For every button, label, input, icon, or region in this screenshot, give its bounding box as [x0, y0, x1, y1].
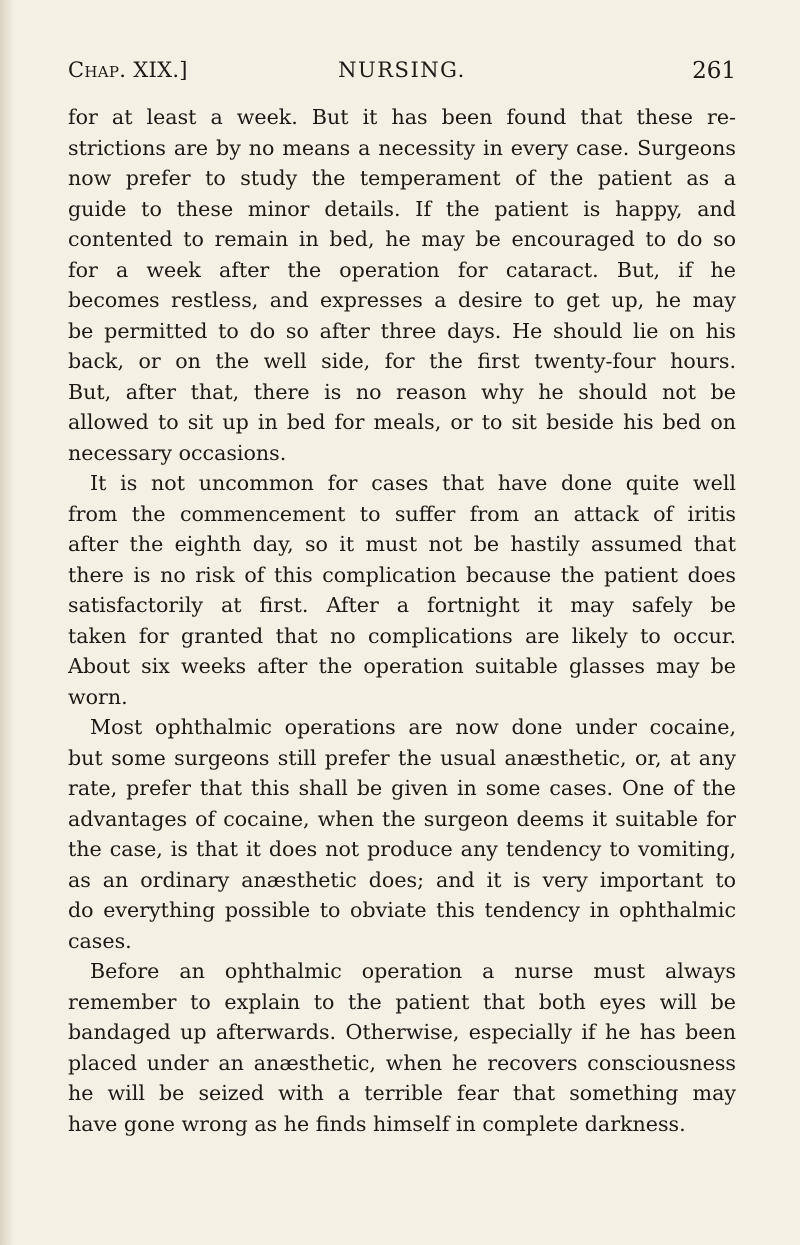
text-line: satisfactorily at first. After a fortnight it may safely be: [68, 593, 736, 617]
body-text: [68, 102, 736, 1139]
text-line: after the eighth day, so it must not be hastily assumed that: [68, 532, 736, 556]
text-line: do everything possible to obviate this tendency in ophthalmic: [68, 898, 736, 922]
text-line: allowed to sit up in bed for meals, or to sit beside his bed on: [68, 410, 736, 434]
text-line: contented to remain in bed, he may be encouraged to do so: [68, 227, 736, 251]
text-line: About six weeks after the operation suitable glasses may be: [68, 654, 736, 678]
text-line: placed under an anæsthetic, when he recovers consciousness: [68, 1050, 736, 1075]
running-title: NURSING.: [338, 58, 466, 82]
text-line: taken for granted that no complications are likely to occur.: [68, 623, 736, 648]
text-line: back, or on the well side, for the first twenty-four hours.: [68, 349, 736, 373]
text-line: remember to explain to the patient that both eyes will be: [68, 989, 736, 1014]
text-line: have gone wrong as he finds himself in complete darkness.: [68, 1111, 686, 1136]
text-line: there is no risk of this complication because the patient does: [68, 562, 736, 587]
page-number: 261: [692, 58, 736, 84]
text-line: but some surgeons still prefer the usual anæsthetic, or, at any: [68, 745, 736, 770]
text-line: from the commencement to suffer from an attack of iritis: [68, 501, 736, 526]
text-line: he will be seized with a terrible fear that something may: [68, 1081, 736, 1105]
text-line: now prefer to study the temperament of the patient as a: [68, 166, 736, 190]
paragraph-start-line: Most ophthalmic operations are now done under cocaine,: [90, 715, 736, 739]
text-line: rate, prefer that this shall be given in some cases. One of the: [68, 776, 736, 800]
text-line: for at least a week. But it has been found that these re-: [68, 105, 736, 129]
text-line: But, after that, there is no reason why he should not be: [68, 379, 736, 404]
text-line: strictions are by no means a necessity in every case. Surgeons: [68, 135, 736, 160]
text-line: necessary occasions.: [68, 440, 287, 465]
paragraph-start-line: Before an ophthalmic operation a nurse must always: [90, 959, 736, 983]
text-line: as an ordinary anæsthetic does; and it is very important to: [68, 867, 736, 892]
text-line: worn.: [68, 684, 128, 709]
text-line: advantages of cocaine, when the surgeon deems it suitable for: [68, 806, 736, 831]
text-line: bandaged up afterwards. Otherwise, especially if he has been: [68, 1020, 736, 1044]
running-header: [68, 58, 736, 92]
paragraph-start-line: It is not uncommon for cases that have done quite well: [90, 471, 736, 495]
text-line: becomes restless, and expresses a desire to get up, he may: [68, 288, 736, 312]
chapter-label: Chap. XIX.]: [68, 58, 188, 82]
text-line: be permitted to do so after three days. He should lie on his: [68, 318, 736, 343]
text-line: cases.: [68, 928, 132, 953]
page-binding-shadow: [0, 0, 14, 1245]
text-line: guide to these minor details. If the patient is happy, and: [68, 196, 736, 221]
text-line: the case, is that it does not produce any tendency to vomiting,: [68, 837, 736, 861]
text-line: for a week after the operation for cataract. But, if he: [68, 257, 736, 282]
